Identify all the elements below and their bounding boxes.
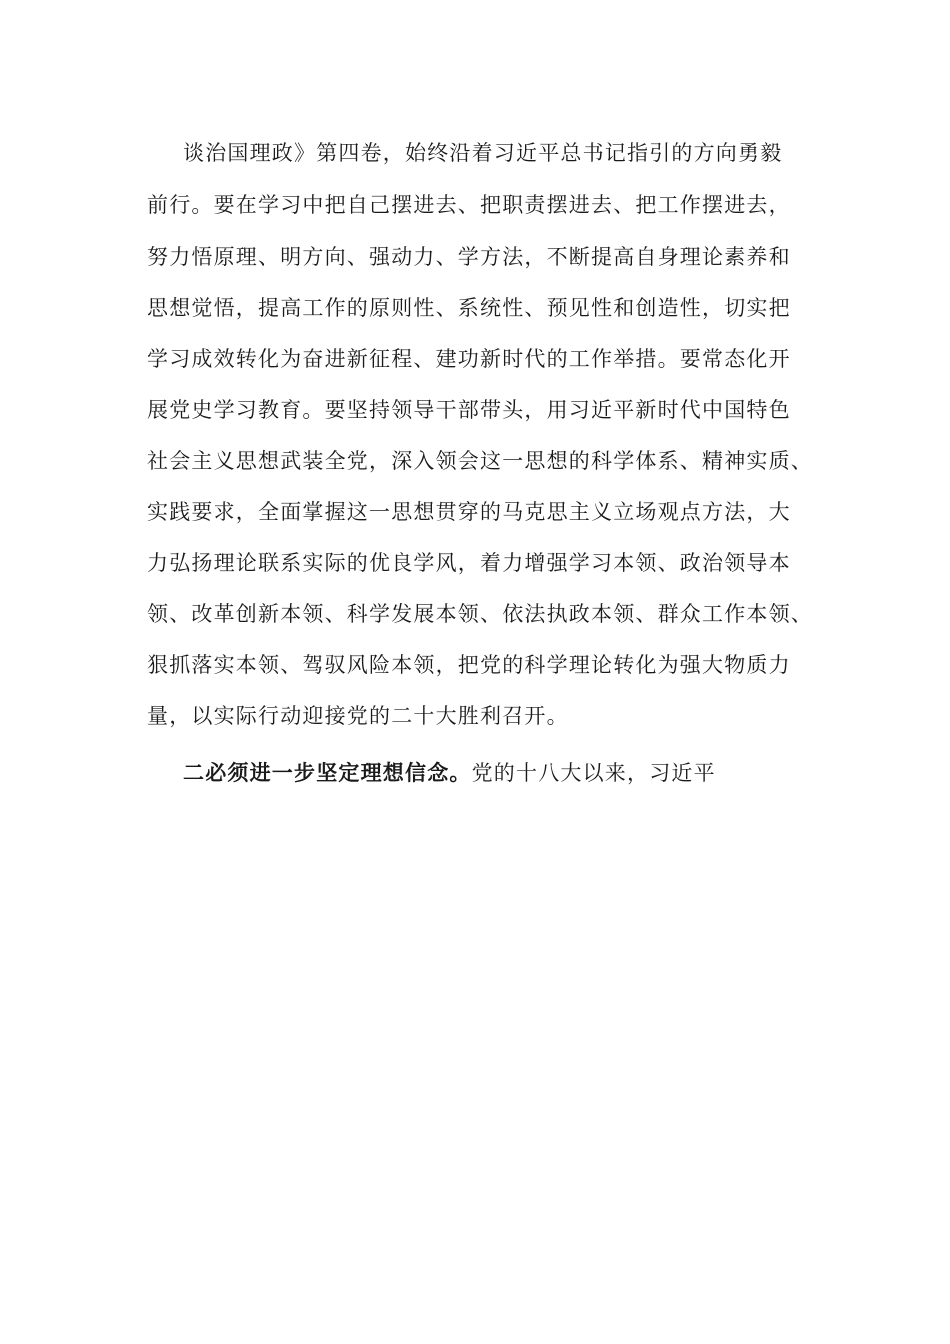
paragraph-line: 狠抓落实本领、驾驭风险本领，把党的科学理论转化为强大物质力 bbox=[147, 653, 791, 677]
paragraph-2-first-line bbox=[183, 760, 863, 786]
paragraph-line: 领、改革创新本领、科学发展本领、依法执政本领、群众工作本领、 bbox=[147, 602, 813, 626]
paragraph-line: 思想觉悟，提高工作的原则性、系统性、预见性和创造性，切实把 bbox=[147, 296, 791, 320]
paragraph-line: 努力悟原理、明方向、强动力、学方法，不断提高自身理论素养和 bbox=[147, 245, 791, 269]
paragraph-line: 社会主义思想武装全党，深入领会这一思想的科学体系、精神实质、 bbox=[147, 449, 813, 473]
paragraph-text: 党的十八大以来，习近平 bbox=[471, 761, 716, 785]
paragraph-line: 实践要求，全面掌握这一思想贯穿的马克思主义立场观点方法，大 bbox=[147, 500, 791, 524]
paragraph-line: 力弘扬理论联系实际的优良学风，着力增强学习本领、政治领导本 bbox=[147, 551, 791, 575]
paragraph-line: 前行。要在学习中把自己摆进去、把职责摆进去、把工作摆进去， bbox=[147, 193, 791, 217]
paragraph-line: 谈治国理政》第四卷，始终沿着习近平总书记指引的方向勇毅 bbox=[183, 141, 783, 165]
paragraph-line: 学习成效转化为奋进新征程、建功新时代的工作举措。要常态化开 bbox=[147, 347, 791, 371]
paragraph-line: 展党史学习教育。要坚持领导干部带头，用习近平新时代中国特色 bbox=[147, 398, 791, 422]
section-heading: 二必须进一步坚定理想信念。 bbox=[183, 760, 472, 785]
paragraph-line: 量，以实际行动迎接党的二十大胜利召开。 bbox=[147, 704, 569, 728]
